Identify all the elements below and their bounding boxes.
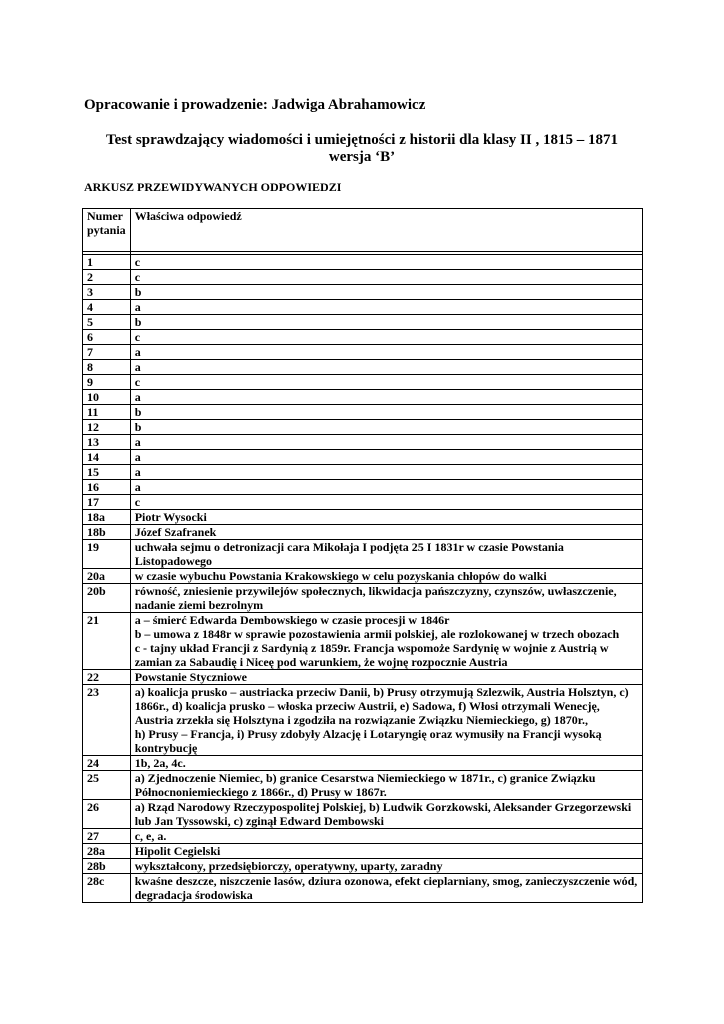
table-row	[83, 480, 643, 495]
table-row	[83, 435, 643, 450]
answer-cell: a	[130, 450, 642, 465]
header-question-number	[83, 209, 131, 252]
answer-cell: c	[130, 270, 642, 285]
answer-cell: Powstanie Styczniowe	[130, 670, 642, 685]
table-row	[83, 405, 643, 420]
table-row	[83, 569, 643, 584]
document-title	[84, 132, 640, 166]
table-header-row	[83, 209, 643, 252]
question-number-cell: 26	[83, 800, 131, 829]
answer-cell: wykształcony, przedsiębiorczy, operatywny, uparty, zaradny	[130, 859, 642, 874]
answer-cell: a	[130, 345, 642, 360]
question-number-cell: 27	[83, 829, 131, 844]
table-row	[83, 771, 643, 800]
question-number-cell: 4	[83, 300, 131, 315]
question-number-cell: 10	[83, 390, 131, 405]
title-line-1: Test sprawdzający wiadomości i umiejętności z historii dla klasy II , 1815 – 1871	[106, 132, 618, 148]
answer-cell: b	[130, 285, 642, 300]
answer-cell: a	[130, 390, 642, 405]
question-number-cell: 12	[83, 420, 131, 435]
question-number-cell: 13	[83, 435, 131, 450]
answer-cell: c, e, a.	[130, 829, 642, 844]
answer-cell: c	[130, 495, 642, 510]
table-row	[83, 420, 643, 435]
table-row	[83, 844, 643, 859]
question-number-cell: 2	[83, 270, 131, 285]
answer-line: a) koalicja prusko – austriacka przeciw Danii, b) Prusy otrzymują Szlezwik, Austria Holsztyn, c) 1866r., d) koalicja prusko – włoska przeciw Austrii, e) Sadowa, f) Włosi otrzymali Wenecję, Austria zrzekła się Holsztyna i zgodziła na rozwiązanie Związku Niemieckiego, g) 1870r.,	[134, 685, 629, 727]
table-row	[83, 584, 643, 613]
question-number-cell: 23	[83, 685, 131, 756]
table-row	[83, 685, 643, 756]
answer-cell: c	[130, 375, 642, 390]
answer-cell: c	[130, 255, 642, 270]
question-number-cell: 14	[83, 450, 131, 465]
answer-cell	[130, 613, 642, 670]
table-row	[83, 525, 643, 540]
question-number-cell: 3	[83, 285, 131, 300]
answer-cell: a) Rząd Narodowy Rzeczypospolitej Polskiej, b) Ludwik Gorzkowski, Aleksander Grzegorzewski lub Jan Tyssowski, c) zginął Edward Dembowski	[130, 800, 642, 829]
question-number-cell: 11	[83, 405, 131, 420]
question-number-cell: 28b	[83, 859, 131, 874]
question-number-cell: 28a	[83, 844, 131, 859]
answer-cell: a	[130, 360, 642, 375]
answer-cell: a) Zjednoczenie Niemiec, b) granice Cesarstwa Niemieckiego w 1871r., c) granice Związku Północnoniemieckiego z 1866r., d) Prusy w 1867r.	[130, 771, 642, 800]
header-number-line-2: pytania	[87, 223, 126, 237]
table-row	[83, 330, 643, 345]
answer-cell: b	[130, 420, 642, 435]
answer-cell: Hipolit Cegielski	[130, 844, 642, 859]
answer-cell: Piotr Wysocki	[130, 510, 642, 525]
table-row	[83, 670, 643, 685]
table-body	[83, 255, 643, 903]
question-number-cell: 28c	[83, 874, 131, 903]
table-row	[83, 270, 643, 285]
table-row	[83, 285, 643, 300]
answer-line: c - tajny układ Francji z Sardynią z 1859r. Francja wspomoże Sardynię w wojnie z Austrią w zamian za Sabaudię i Niceę pod warunkiem, że wojnę rozpocznie Austria	[134, 641, 609, 669]
table-row	[83, 540, 643, 569]
answer-cell: b	[130, 405, 642, 420]
question-number-cell: 17	[83, 495, 131, 510]
question-number-cell: 19	[83, 540, 131, 569]
question-number-cell: 9	[83, 375, 131, 390]
answer-line: h) Prusy – Francja, i) Prusy zdobyły Alzację i Lotaryngię oraz wymusiły na Francji wysoką kontrybucję	[134, 727, 602, 755]
table-row	[83, 874, 643, 903]
answer-cell: równość, zniesienie przywilejów społecznych, likwidacja pańszczyzny, czynszów, uwłaszczenie, nadanie ziemi bezrolnym	[130, 584, 642, 613]
table-row	[83, 800, 643, 829]
answers-table	[82, 208, 643, 903]
answer-line: b – umowa z 1848r w sprawie pozostawienia armii polskiej, ale rozlokowanej w trzech obozach	[134, 627, 620, 641]
table-row	[83, 390, 643, 405]
answer-cell	[130, 685, 642, 756]
answer-cell: 1b, 2a, 4c.	[130, 756, 642, 771]
question-number-cell: 20a	[83, 569, 131, 584]
question-number-cell: 24	[83, 756, 131, 771]
title-line-2: wersja ‘B’	[328, 149, 396, 165]
answer-line: a – śmierć Edwarda Dembowskiego w czasie procesji w 1846r	[134, 613, 450, 627]
question-number-cell: 21	[83, 613, 131, 670]
question-number-cell: 18b	[83, 525, 131, 540]
question-number-cell: 22	[83, 670, 131, 685]
question-number-cell: 6	[83, 330, 131, 345]
question-number-cell: 15	[83, 465, 131, 480]
question-number-cell: 18a	[83, 510, 131, 525]
answer-cell: a	[130, 480, 642, 495]
answer-cell: w czasie wybuchu Powstania Krakowskiego w celu pozyskania chłopów do walki	[130, 569, 642, 584]
table-row	[83, 345, 643, 360]
table-row	[83, 375, 643, 390]
table-row	[83, 829, 643, 844]
table-row	[83, 613, 643, 670]
table-row	[83, 255, 643, 270]
header-number-line-1: Numer	[87, 209, 123, 223]
answer-cell: a	[130, 465, 642, 480]
header-correct-answer: Właściwa odpowiedź	[130, 209, 642, 252]
question-number-cell: 1	[83, 255, 131, 270]
question-number-cell: 20b	[83, 584, 131, 613]
question-number-cell: 8	[83, 360, 131, 375]
table-row	[83, 465, 643, 480]
table-row	[83, 360, 643, 375]
answer-cell: Józef Szafranek	[130, 525, 642, 540]
table-row	[83, 450, 643, 465]
question-number-cell: 7	[83, 345, 131, 360]
table-row	[83, 300, 643, 315]
table-row	[83, 495, 643, 510]
answer-cell: a	[130, 300, 642, 315]
question-number-cell: 25	[83, 771, 131, 800]
question-number-cell: 16	[83, 480, 131, 495]
table-row	[83, 859, 643, 874]
table-row	[83, 510, 643, 525]
answer-sheet-heading: ARKUSZ PRZEWIDYWANYCH ODPOWIEDZI	[84, 180, 342, 194]
question-number-cell: 5	[83, 315, 131, 330]
answer-cell: uchwała sejmu o detronizacji cara Mikołaja I podjęta 25 I 1831r w czasie Powstania Listopadowego	[130, 540, 642, 569]
answer-cell: kwaśne deszcze, niszczenie lasów, dziura ozonowa, efekt cieplarniany, smog, zanieczyszczenie wód, degradacja środowiska	[130, 874, 642, 903]
table-row	[83, 756, 643, 771]
answer-cell: b	[130, 315, 642, 330]
table-row	[83, 315, 643, 330]
author-line: Opracowanie i prowadzenie: Jadwiga Abrahamowicz	[84, 97, 426, 113]
answer-cell: a	[130, 435, 642, 450]
answer-cell: c	[130, 330, 642, 345]
